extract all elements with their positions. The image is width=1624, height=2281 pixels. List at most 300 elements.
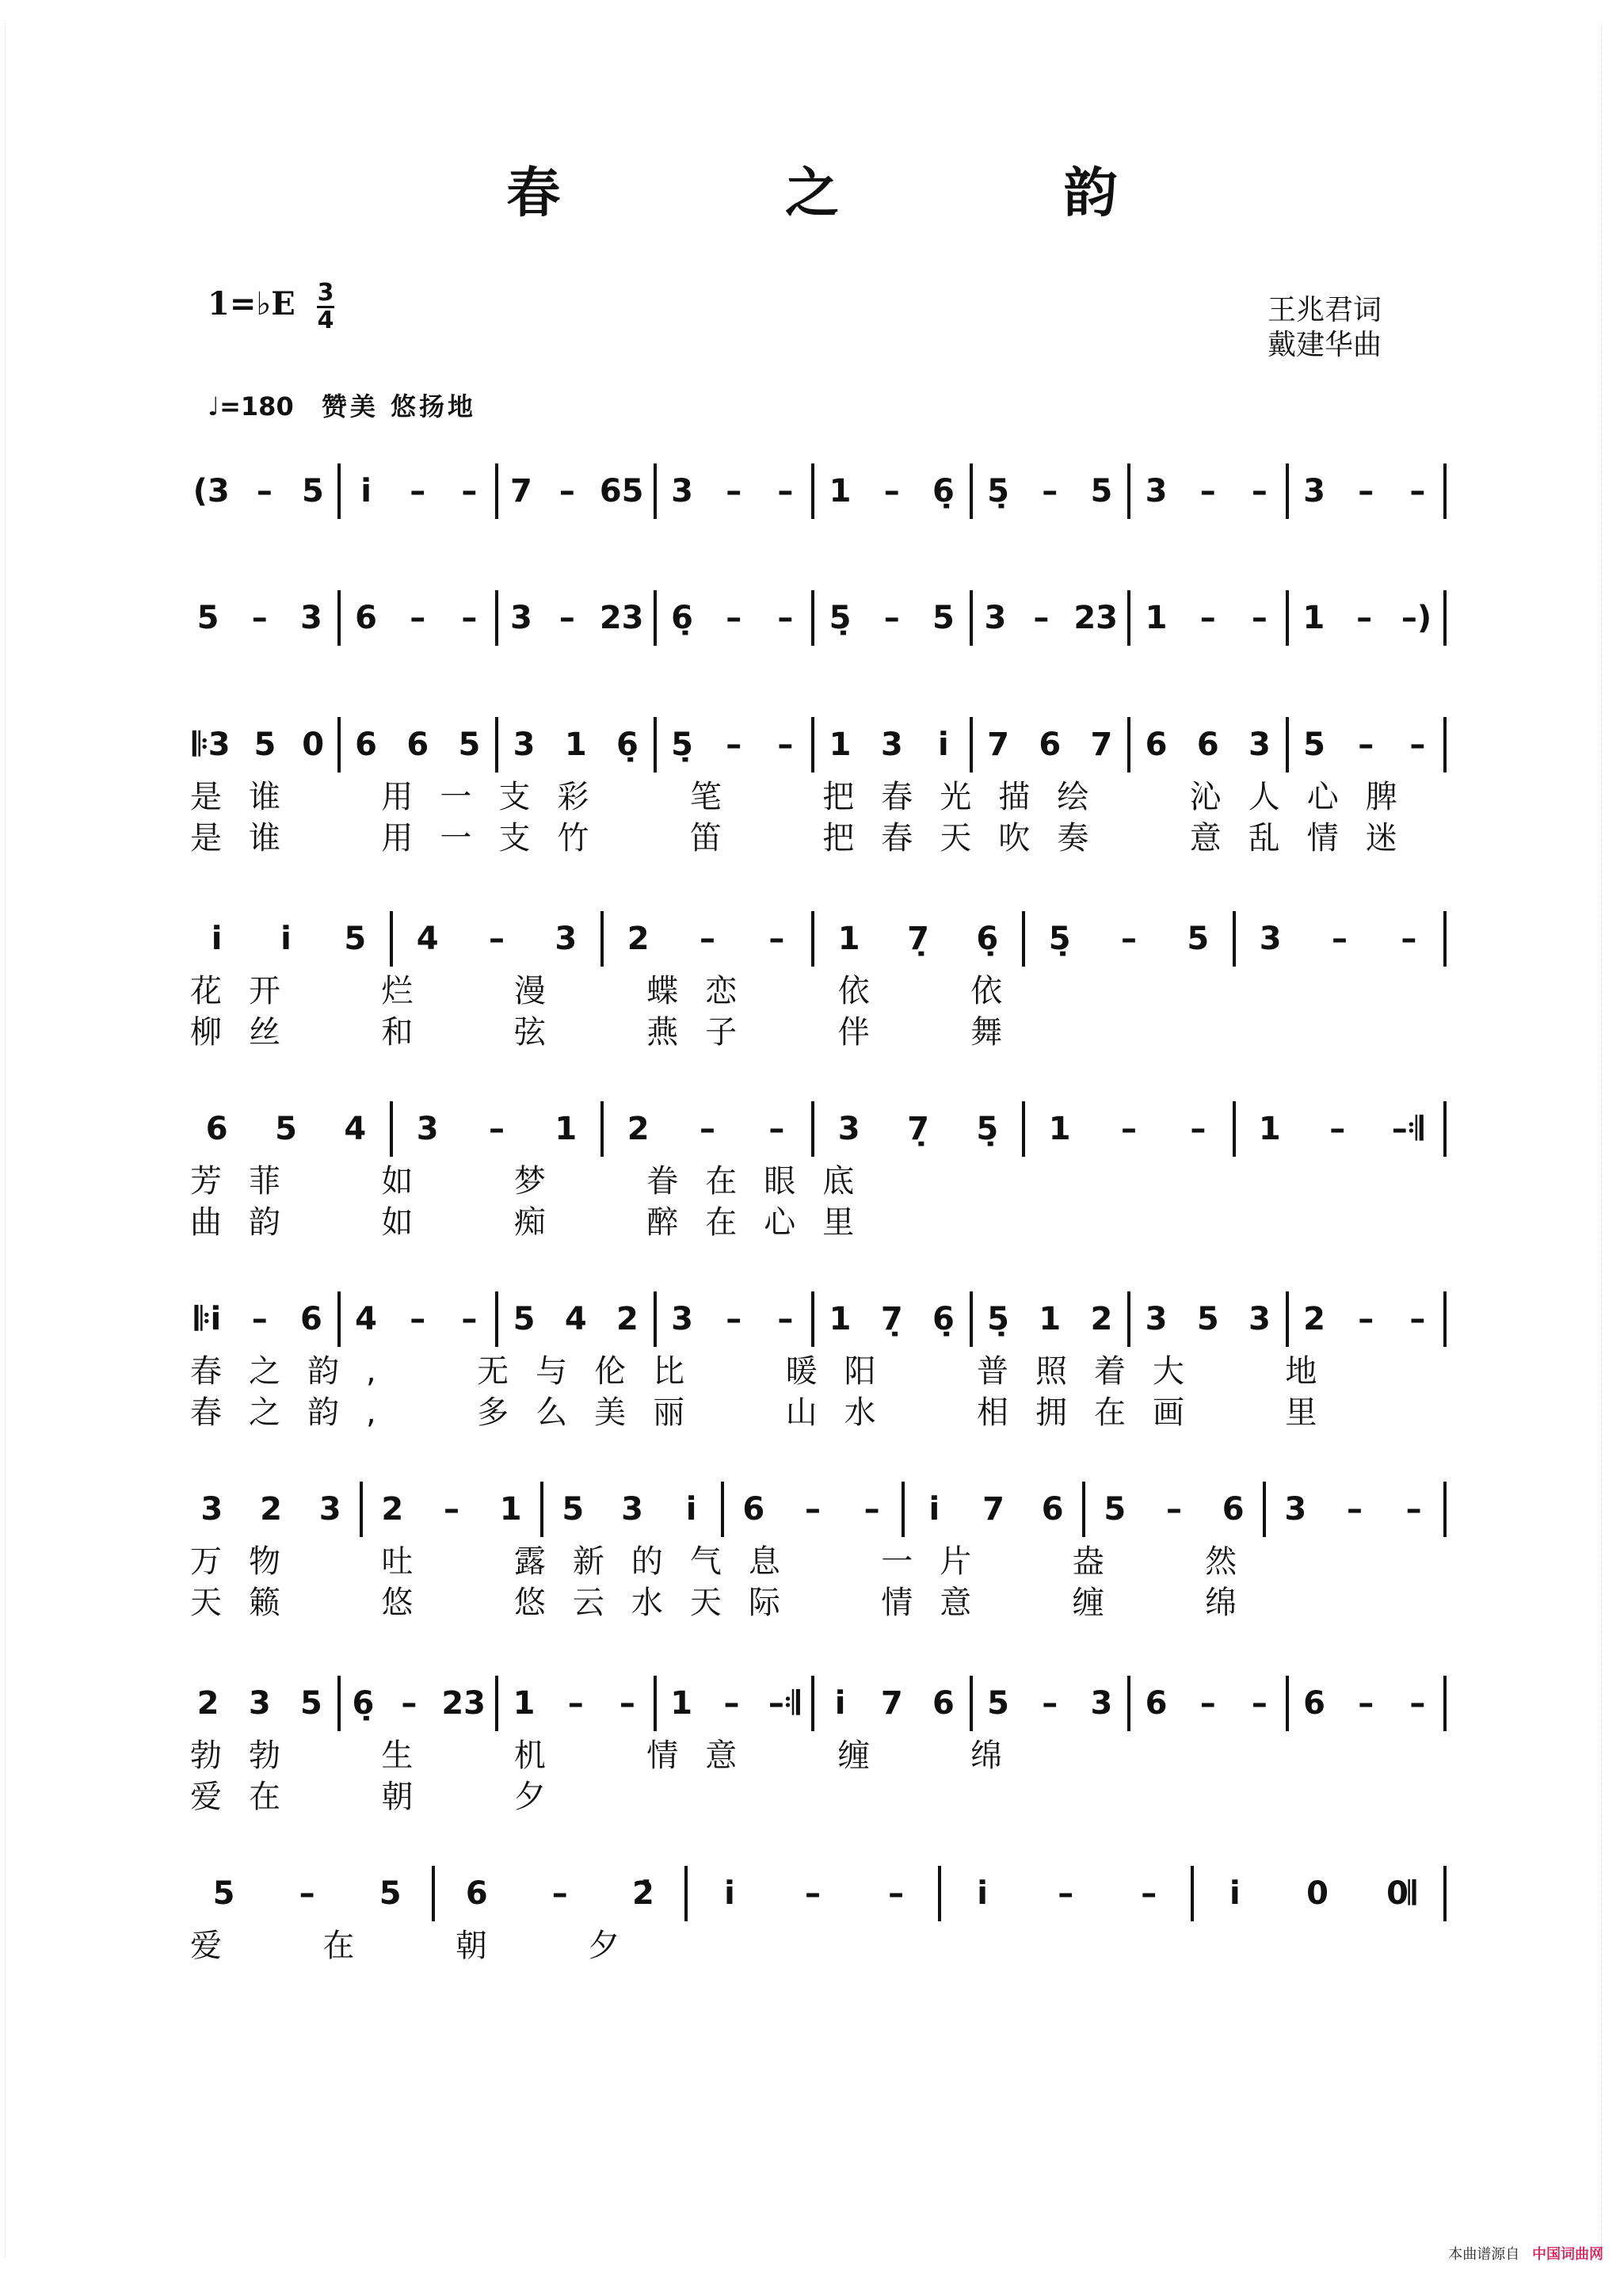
note: i̇ (211, 921, 223, 957)
note: 5 (1187, 921, 1210, 957)
note: 6̣ (976, 921, 999, 957)
measure (435, 1862, 684, 1925)
note: 6 (355, 600, 377, 636)
note: – (1190, 1111, 1207, 1147)
measure (814, 713, 970, 776)
note: i̇ (834, 1685, 846, 1722)
note: 3 (1090, 1685, 1113, 1722)
note: i̇ (724, 1875, 735, 1912)
note: 3 (671, 473, 693, 509)
note: – (1331, 921, 1348, 957)
note: – (1251, 600, 1268, 636)
note: 65 (599, 473, 644, 509)
note: 1 (829, 1301, 852, 1337)
lyric-line: 花开 烂 漫 蝶恋 依 依 (190, 973, 1030, 1009)
score-system (182, 1287, 1447, 1433)
lyric-line: 是谁 用一支彩 笔 把春光描绘 沁人心脾 (190, 779, 1424, 815)
note: 2 (260, 1491, 282, 1528)
barline (1443, 1291, 1447, 1347)
note: 3 (513, 727, 536, 763)
note: – (619, 1685, 635, 1722)
note: 7̣ (880, 1301, 903, 1337)
notes-row (182, 713, 1447, 776)
note: – (726, 473, 742, 509)
tempo-marking (208, 387, 476, 423)
note: 5 (299, 1685, 322, 1722)
measure (1130, 1287, 1286, 1351)
note: – (1251, 1685, 1268, 1722)
measure (1236, 1097, 1443, 1161)
note: 6 (1196, 727, 1219, 763)
note: 3 (880, 727, 903, 763)
note: 7̣ (907, 921, 929, 957)
note: 3 (555, 921, 578, 957)
note: i̇ (685, 1491, 697, 1528)
footer-source (1448, 2243, 1603, 2264)
note: – (1058, 1875, 1074, 1912)
measure (1289, 1672, 1444, 1735)
note: – (1358, 473, 1374, 509)
note: 5 (344, 921, 367, 957)
measure (182, 586, 337, 650)
note: – (777, 600, 794, 636)
measure (657, 1672, 812, 1735)
measure (814, 1097, 1022, 1161)
note: 3 (318, 1491, 341, 1528)
measure (341, 586, 496, 650)
measure (814, 907, 1022, 971)
measure (657, 460, 812, 523)
note: i̇ (977, 1875, 988, 1912)
notes-row (182, 586, 1447, 650)
note: 5 (275, 1111, 297, 1147)
note: 1 (1258, 1111, 1281, 1147)
note: 3 (1145, 1301, 1168, 1337)
note: – (1199, 600, 1216, 636)
measure (604, 907, 811, 971)
measure (657, 586, 812, 650)
expression-text: 赞美 悠扬地 (321, 391, 476, 421)
note: – (726, 600, 742, 636)
lyric-line: 春之韵, 多么美丽 山水 相拥在画 里 (190, 1394, 1344, 1431)
note: 5 (196, 600, 219, 636)
note: – (256, 473, 273, 509)
note: 5̣ (829, 600, 852, 636)
measure (182, 713, 337, 776)
note: – (1120, 1111, 1137, 1147)
note: – (567, 1685, 584, 1722)
measure (182, 1672, 337, 1735)
note: – (461, 1301, 478, 1337)
measure (814, 586, 970, 650)
measure (657, 1287, 812, 1351)
note: 5̣ (976, 1111, 999, 1147)
song-title: 春 之 韵 (506, 162, 1221, 225)
note: 6 (465, 1875, 488, 1912)
measure (341, 1287, 496, 1351)
lyric-line: 爱在 朝 夕 (190, 1779, 573, 1815)
note: – (410, 473, 426, 509)
score-system (182, 713, 1447, 859)
note: – (863, 1491, 880, 1528)
note: – (768, 1111, 785, 1147)
note: 2 (1090, 1301, 1113, 1337)
note: 3 (671, 1301, 693, 1337)
note: 5 (458, 727, 481, 763)
measure (1194, 1862, 1443, 1925)
note: 5 (513, 1301, 536, 1337)
note: i̇ (360, 473, 372, 509)
measure (973, 1672, 1128, 1735)
note: 3 (837, 1111, 860, 1147)
note: – (777, 473, 794, 509)
note: 5 (987, 1685, 1009, 1722)
notes-row (182, 1097, 1447, 1161)
note: – (1409, 1301, 1426, 1337)
note: 5 (212, 1875, 235, 1912)
note: 1 (829, 473, 852, 509)
barline (1443, 911, 1447, 967)
credits (1268, 293, 1382, 363)
time-bottom: 4 (317, 307, 334, 334)
note: 6 (406, 727, 429, 763)
note: 5 (379, 1875, 402, 1912)
note: – (558, 600, 575, 636)
note: 7 (987, 727, 1009, 763)
note: 1 (555, 1111, 578, 1147)
note: – (1409, 473, 1426, 509)
note: – (1356, 600, 1373, 636)
note: 5̣ (987, 1301, 1009, 1337)
measure (498, 460, 654, 523)
note: 7 (510, 473, 532, 509)
lyric-line: 曲韵 如 痴 醉在心里 (190, 1204, 882, 1241)
note: – (1358, 1685, 1374, 1722)
note: – (883, 600, 900, 636)
note: 1 (837, 921, 860, 957)
score-system (182, 1097, 1447, 1243)
note: 2 (381, 1491, 404, 1528)
note: 2 (627, 921, 650, 957)
note: 5 (302, 473, 324, 509)
note: 23 (1073, 600, 1119, 636)
notes-row (182, 1287, 1447, 1351)
measure (973, 713, 1128, 776)
note: – (461, 600, 478, 636)
measure (941, 1862, 1191, 1925)
note: – (1329, 1111, 1346, 1147)
note: 𝄆i̇ (195, 1301, 222, 1337)
note: – (1120, 921, 1137, 957)
measure (1289, 586, 1444, 650)
tempo-value: ♩=180 (208, 391, 294, 421)
note: 3 (984, 600, 1007, 636)
note: 5 (562, 1491, 585, 1528)
note: 5 (254, 727, 276, 763)
note: – (726, 727, 742, 763)
note: i̇ (1229, 1875, 1241, 1912)
note: i̇ (280, 921, 292, 957)
measure (814, 460, 970, 523)
note: 1 (1302, 600, 1325, 636)
note: – (1409, 727, 1426, 763)
barline (1443, 1482, 1447, 1537)
note: – (488, 1111, 505, 1147)
measure (182, 907, 390, 971)
note: 0 (302, 727, 325, 763)
score-system (182, 1672, 1447, 1818)
note: 6 (1041, 1491, 1064, 1528)
note: 3 (416, 1111, 439, 1147)
measure (498, 713, 654, 776)
notes-row (182, 460, 1447, 523)
measure (1130, 460, 1286, 523)
barline (1443, 1676, 1447, 1731)
note: 6̣ (352, 1685, 375, 1722)
note: – (805, 1875, 821, 1912)
note: 5 (932, 600, 955, 636)
note: 7 (880, 1685, 903, 1722)
measure (498, 1287, 654, 1351)
note: 3 (510, 600, 532, 636)
note: 1 (829, 727, 852, 763)
measure (688, 1862, 937, 1925)
note: – (1251, 473, 1268, 509)
measure (1236, 907, 1443, 971)
lyric-line: 是谁 用一支竹 笛 把春天吹奏 意乱情迷 (190, 820, 1424, 856)
measure (341, 713, 496, 776)
measure (498, 586, 654, 650)
note: – (558, 473, 575, 509)
measure (393, 907, 600, 971)
note: 2 (1303, 1301, 1325, 1337)
note: 0 (1306, 1875, 1329, 1912)
note: – (699, 1111, 715, 1147)
measure (543, 1478, 721, 1541)
note: – (777, 727, 794, 763)
score-system (182, 586, 1447, 650)
measure (182, 460, 337, 523)
measure (724, 1478, 902, 1541)
note: 6̣ (932, 473, 955, 509)
note: 1 (1039, 1301, 1062, 1337)
measure (182, 1478, 360, 1541)
note: – (1405, 1491, 1422, 1528)
note: – (1409, 1685, 1426, 1722)
lyric-line: 柳丝 和 弦 燕子 伴 舞 (190, 1014, 1030, 1051)
lyric-line: 爱 在 朝 夕 (190, 1928, 647, 1964)
measure (1130, 1672, 1286, 1735)
notes-row (182, 1478, 1447, 1541)
note: 4 (564, 1301, 587, 1337)
note: –𝄇 (768, 1685, 800, 1722)
lyric-line: 芳菲 如 梦 眷在眼底 (190, 1163, 882, 1200)
note: 5 (1104, 1491, 1127, 1528)
measure (973, 460, 1128, 523)
note: 6 (1303, 1685, 1325, 1722)
note: – (1042, 473, 1058, 509)
note: 1 (670, 1685, 693, 1722)
note: – (251, 600, 268, 636)
note: 6 (1145, 727, 1168, 763)
barline (1443, 1101, 1447, 1157)
measure (657, 713, 812, 776)
note: 2 (616, 1301, 639, 1337)
note: 3 (299, 600, 322, 636)
measure (393, 1097, 600, 1161)
note: – (1358, 727, 1374, 763)
note: 7 (1090, 727, 1113, 763)
note: 5 (1090, 473, 1113, 509)
measure (604, 1097, 811, 1161)
note: 3 (248, 1685, 271, 1722)
note: – (699, 921, 715, 957)
note: 4 (416, 921, 439, 957)
note: – (488, 921, 505, 957)
note: – (1199, 473, 1216, 509)
lyricist-credit: 王兆君词 (1268, 294, 1382, 326)
note: 6 (742, 1491, 765, 1528)
barline (1443, 1866, 1447, 1921)
note: – (1401, 921, 1417, 957)
note: 4 (355, 1301, 377, 1337)
barline (1443, 717, 1447, 772)
note: 6 (1145, 1685, 1168, 1722)
note: 5̣ (671, 727, 693, 763)
note: 6 (932, 1685, 955, 1722)
note: (3 (193, 473, 230, 509)
measure (182, 1097, 390, 1161)
measure (182, 1287, 337, 1351)
measure (341, 1672, 496, 1735)
note: 3 (1284, 1491, 1307, 1528)
note: 1 (564, 727, 587, 763)
measure (814, 1672, 970, 1735)
note: – (299, 1875, 315, 1912)
measure (498, 1672, 654, 1735)
measure (1025, 1097, 1233, 1161)
note: 3 (1145, 473, 1168, 509)
note: 6̣ (616, 727, 639, 763)
note: – (461, 473, 478, 509)
note: – (723, 1685, 740, 1722)
lyric-line: 万物 吐 露新的气息 一片 盎 然 (190, 1543, 1264, 1580)
note: – (768, 921, 785, 957)
measure (1130, 586, 1286, 650)
note: 7 (982, 1491, 1005, 1528)
note: 3 (621, 1491, 643, 1528)
note: – (1165, 1491, 1182, 1528)
note: 1 (1048, 1111, 1071, 1147)
score-system (182, 460, 1447, 523)
measure (973, 1287, 1128, 1351)
note: 2̇ (631, 1875, 654, 1912)
notes-row (182, 1672, 1447, 1735)
note: 3 (1303, 473, 1325, 509)
note: 5̣ (987, 473, 1009, 509)
note: 6 (1039, 727, 1062, 763)
note: 1 (499, 1491, 522, 1528)
note: – (410, 600, 426, 636)
note: – (401, 1685, 417, 1722)
note: 𝄆3 (193, 727, 231, 763)
note: 2 (627, 1111, 650, 1147)
lyric-line: 勃勃 生 机 情意 缠 绵 (190, 1737, 1030, 1774)
note: 23 (599, 600, 644, 636)
note: –𝄇 (1391, 1111, 1424, 1147)
barline (1443, 590, 1447, 646)
note: – (777, 1301, 794, 1337)
measure (1025, 907, 1233, 971)
note: 1 (1145, 600, 1168, 636)
note: 5 (1303, 727, 1325, 763)
note: – (251, 1301, 268, 1337)
measure (1130, 713, 1286, 776)
measure (1289, 713, 1444, 776)
score-system (182, 1478, 1447, 1623)
time-top: 3 (317, 279, 334, 307)
note: – (443, 1491, 459, 1528)
note: – (1346, 1491, 1363, 1528)
note: 3 (1259, 921, 1282, 957)
measure (1266, 1478, 1443, 1541)
lyric-line: 天籁 悠 悠云水天际 情意 缠 绵 (190, 1585, 1264, 1621)
note: 5 (1196, 1301, 1219, 1337)
measure (814, 1287, 970, 1351)
time-signature (317, 279, 334, 334)
note: 23 (441, 1685, 486, 1722)
note: 4 (344, 1111, 367, 1147)
note: – (410, 1301, 426, 1337)
note: 6 (299, 1301, 322, 1337)
note: – (1033, 600, 1050, 636)
note: – (804, 1491, 821, 1528)
note: i̇ (928, 1491, 940, 1528)
note: – (1042, 1685, 1058, 1722)
note: – (1141, 1875, 1157, 1912)
note: 6 (205, 1111, 228, 1147)
note: – (1358, 1301, 1374, 1337)
score-system (182, 907, 1447, 1053)
note: – (1199, 1685, 1216, 1722)
key-signature: 1=♭E (208, 285, 295, 322)
footer-source-text: 本曲谱源自 (1448, 2246, 1520, 2263)
note: 5̣ (1048, 921, 1071, 957)
measure (1289, 460, 1444, 523)
note: 3 (1248, 727, 1271, 763)
note: – (726, 1301, 742, 1337)
note: 6 (1222, 1491, 1245, 1528)
score-system (182, 1862, 1447, 1966)
note: 6̣ (671, 600, 693, 636)
note: – (888, 1875, 905, 1912)
note: – (551, 1875, 568, 1912)
note: i̇ (938, 727, 949, 763)
note: 3 (200, 1491, 223, 1528)
note: – (883, 473, 900, 509)
note: 3 (1248, 1301, 1271, 1337)
note: 0𝄂 (1386, 1875, 1416, 1912)
note: 6̣ (932, 1301, 955, 1337)
note: 2 (196, 1685, 219, 1722)
note: –) (1401, 600, 1432, 636)
lyric-line: 春之韵, 无与伦比 暖阳 普照着大 地 (190, 1353, 1344, 1390)
measure (341, 460, 496, 523)
measure (905, 1478, 1082, 1541)
note: 6 (355, 727, 377, 763)
measure (1289, 1287, 1444, 1351)
notes-row (182, 1862, 1447, 1925)
